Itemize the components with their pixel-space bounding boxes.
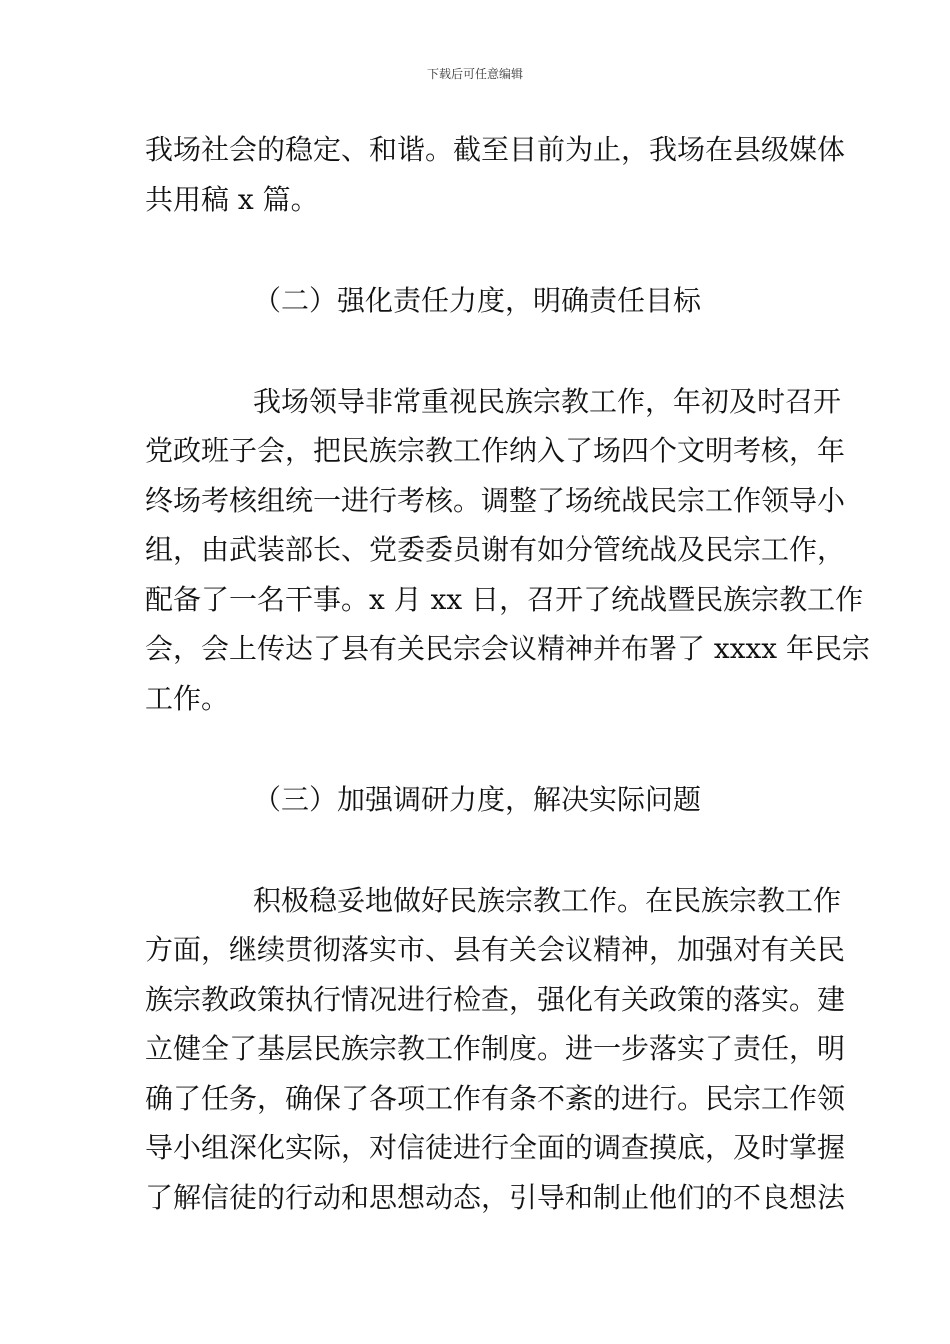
text-line: 确了任务，确保了各项工作有条不紊的进行。民宗工作领 [145,1081,846,1115]
spacer [145,825,810,876]
text-line: 族宗教政策执行情况进行检查，强化有关政策的落实。建 [145,982,846,1016]
text-line: 导小组深化实际，对信徒进行全面的调查摸底，及时掌握 [145,1131,846,1164]
spacer [145,224,810,276]
text-line: 终场考核组统一进行考核。调整了场统战民宗工作领导小 [145,483,846,517]
text-line: 共用稿 x 篇。 [145,182,319,216]
text-line: 立健全了基层民族宗教工作制度。进一步落实了责任，明 [145,1032,846,1065]
text-line: 配备了一名干事。x 月 xx 日，召开了统战暨民族宗教工作 [145,582,864,616]
spacer [145,723,810,775]
text-line: 会，会上传达了县有关民宗会议精神并布署了 xxxx 年民宗 [145,632,870,665]
text-line: 我场社会的稳定、和谐。截至目前为止，我场在县级媒体 [145,133,846,166]
section-heading-2: （二）强化责任力度，明确责任目标 [253,284,702,317]
text-line: 工作。 [145,681,230,715]
paragraph-1 [145,125,846,224]
paragraph-3 [145,876,846,1223]
text-line: 方面，继续贯彻落实市、县有关会议精神，加强对有关民 [145,933,846,966]
section-heading-3: （三）加强调研力度，解决实际问题 [253,783,702,816]
text-line: 了解信徒的行动和思想动态，引导和制止他们的不良想法 [145,1180,846,1214]
spacer [145,326,810,377]
text-line: 我场领导非常重视民族宗教工作，年初及时召开 [253,384,842,418]
text-line: 组，由武装部长、党委委员谢有如分管统战及民宗工作， [145,533,846,566]
header-note: 下载后可任意编辑 [426,67,523,81]
text-line: 党政班子会，把民族宗教工作纳入了场四个文明考核，年 [145,434,846,467]
document-body [145,125,870,1222]
text-line: 积极稳妥地做好民族宗教工作。在民族宗教工作 [253,883,842,917]
paragraph-2 [145,377,870,724]
